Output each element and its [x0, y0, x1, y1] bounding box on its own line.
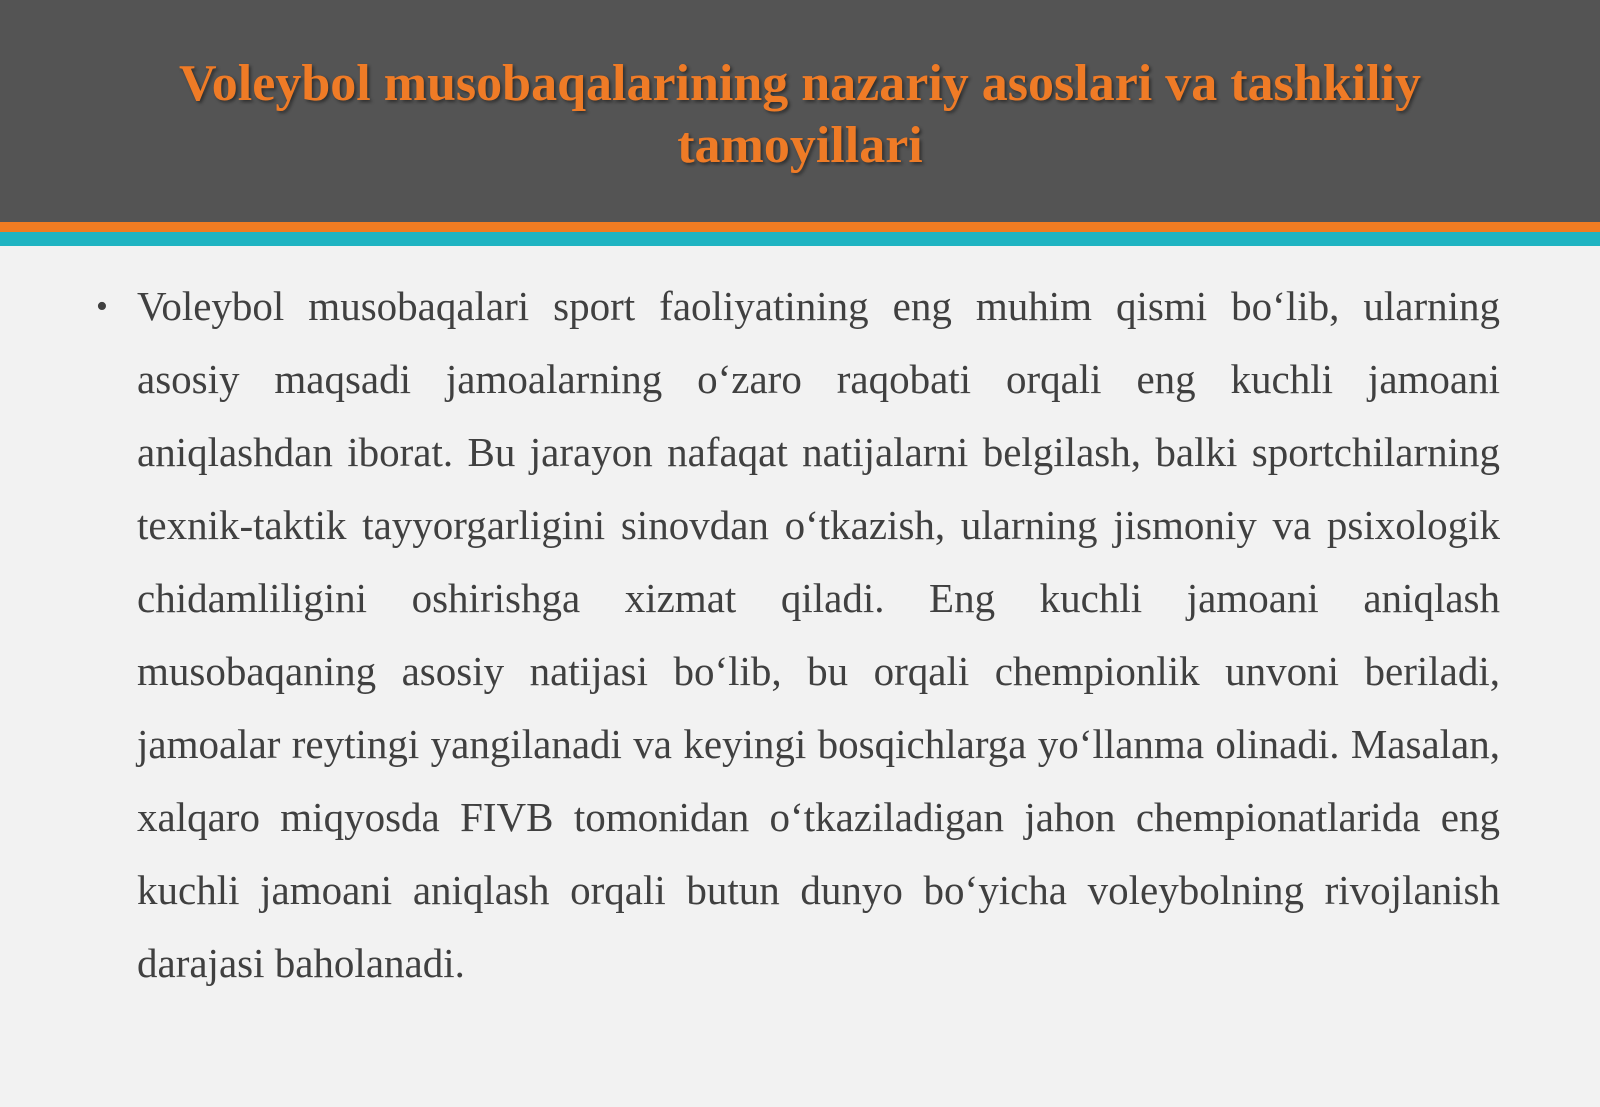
bullet-item — [96, 270, 1500, 1000]
slide-header — [0, 0, 1600, 222]
header-divider-orange — [0, 222, 1600, 232]
slide-content — [96, 270, 1500, 1000]
header-divider-teal — [0, 232, 1600, 246]
bullet-text: Voleybol musobaqalari sport faoliyatining eng muhim qismi bo‘lib, ularning asosiy maqsadi jamoalarning o‘zaro raqobati orqali eng kuchli jamoani aniqlashdan iborat. Bu jarayon nafaqat natijalarni belgilash, balki sportchilarning texnik-taktik tayyorgarligini sinovdan o‘tkazish, ularning jismoniy va psixologik chidamliligini oshirishga xizmat qiladi. Eng kuchli jamoani aniqlash musobaqaning asosiy natijasi bo‘lib, bu orqali chempionlik unvoni beriladi, jamoalar reytingi yangilanadi va keyingi bosqichlarga yo‘llanma olinadi. Masalan, xalqaro miqyosda FIVB tomonidan o‘tkaziladigan jahon chempionatlarida eng kuchli jamoani aniqlash orqali butun dunyo bo‘yicha voleybolning rivojlanish darajasi baholanadi. — [137, 283, 1500, 986]
slide-title: Voleybol musobaqalarining nazariy asoslari va tashkiliy tamoyillari — [179, 55, 1421, 174]
bullet-dot-icon: • — [96, 288, 108, 325]
bullet-list — [96, 270, 1500, 1000]
